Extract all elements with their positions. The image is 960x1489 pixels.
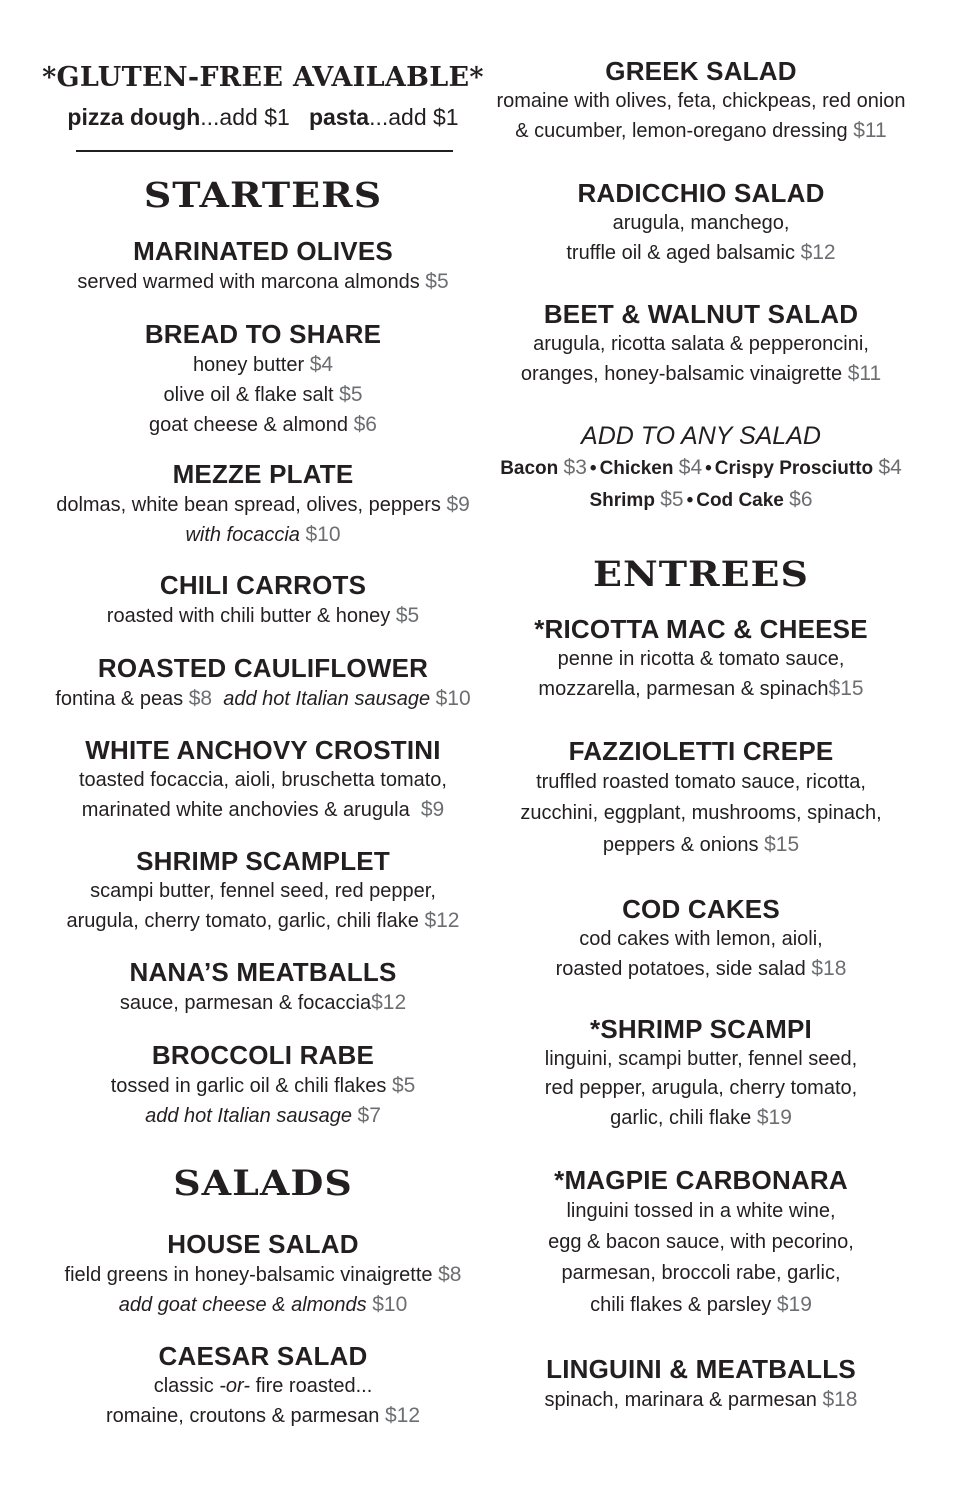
item-name: BEET & WALNUT SALAD	[543, 299, 859, 329]
item-desc: chili flakes & parsley $19	[590, 1293, 812, 1316]
item-desc: & cucumber, lemon-oregano dressing $11	[515, 119, 887, 142]
item-desc: sauce, parmesan & focaccia$12	[119, 991, 407, 1014]
menu-item	[482, 894, 920, 984]
item-price: $8	[188, 687, 213, 710]
menu-item	[482, 614, 920, 704]
item-desc: linguini, scampi butter, fennel seed,	[544, 1048, 858, 1070]
item-desc: arugula, ricotta salata & pepperoncini,	[533, 333, 869, 355]
item-name: COD CAKES	[622, 894, 780, 924]
item-price: $11	[847, 362, 882, 385]
item-name: SHRIMP SCAMPLET	[136, 846, 390, 876]
item-name: WHITE ANCHOVY CROSTINI	[85, 735, 441, 765]
item-desc: roasted with chili butter & honey $5	[106, 604, 420, 627]
addon-line: Bacon $3 • Chicken $4 • Crispy Prosciutto $4	[500, 456, 902, 479]
item-price: $15	[764, 833, 800, 856]
item-price: $12	[371, 991, 407, 1014]
item-desc: field greens in honey-balsamic vinaigrette $8	[64, 1263, 462, 1286]
item-desc: romaine, croutons & parmesan $12	[105, 1404, 421, 1427]
item-desc: arugula, manchego,	[612, 212, 790, 234]
section-title-starters: STARTERS	[143, 173, 383, 216]
menu-item	[40, 735, 486, 825]
section-title-salads: SALADS	[173, 1161, 353, 1204]
addon-text: add hot Italian sausage	[223, 688, 431, 710]
item-desc: marinated white anchovies & arugula $9	[81, 798, 445, 821]
item-desc: red pepper, arugula, cherry tomato,	[544, 1077, 858, 1099]
menu-item	[40, 1229, 486, 1320]
item-price: $19	[776, 1293, 812, 1316]
menu-item	[40, 236, 486, 297]
gluten-free-title: *GLUTEN-FREE AVAILABLE*	[42, 62, 484, 93]
item-name: *SHRIMP SCAMPI	[590, 1014, 812, 1044]
bullet-separator: •	[705, 458, 712, 479]
item-price: $10	[372, 1293, 408, 1316]
item-desc: scampi butter, fennel seed, red pepper,	[90, 880, 436, 902]
item-desc: add hot Italian sausage $7	[145, 1104, 381, 1127]
menu-item	[40, 1040, 486, 1131]
bullet-separator: •	[589, 458, 597, 479]
item-price: $19	[756, 1106, 792, 1129]
item-desc: truffle oil & aged balsamic $12	[566, 241, 836, 264]
gf-option-label: pizza dough	[67, 104, 201, 130]
gluten-free-options	[40, 103, 486, 131]
gf-option-price: $1	[433, 104, 459, 130]
item-desc: served warmed with marcona almonds $5	[77, 270, 449, 293]
item-desc: peppers & onions $15	[602, 833, 800, 856]
item-name: NANA’S MEATBALLS	[129, 957, 397, 987]
item-name: BREAD TO SHARE	[144, 319, 382, 349]
item-desc: classic -or- fire roasted...	[153, 1375, 373, 1397]
item-desc: toasted focaccia, aioli, bruschetta tomato,	[79, 769, 447, 791]
item-name: CHILI CARROTS	[159, 570, 367, 600]
divider-rule	[76, 150, 453, 152]
item-price: $5	[391, 1074, 416, 1097]
item-price: $6	[353, 413, 377, 436]
item-price: $5	[339, 383, 363, 406]
item-desc: romaine with olives, feta, chickpeas, red onion	[496, 90, 906, 112]
item-price: $8	[438, 1263, 462, 1286]
item-desc: egg & bacon sauce, with pecorino,	[548, 1231, 854, 1253]
item-desc: truffled roasted tomato sauce, ricotta,	[536, 771, 866, 793]
item-name: ROASTED CAULIFLOWER	[97, 653, 429, 683]
item-desc: cod cakes with lemon, aioli,	[579, 928, 823, 950]
item-price: $10	[305, 523, 341, 546]
item-price: $9	[446, 493, 470, 516]
menu-item	[40, 1341, 486, 1431]
item-name: MARINATED OLIVES	[133, 236, 393, 266]
item-name: *RICOTTA MAC & CHEESE	[534, 614, 868, 644]
item-desc: roasted potatoes, side salad $18	[555, 957, 847, 980]
addon-title: ADD TO ANY SALAD	[581, 422, 821, 450]
gf-option-suffix: ...add	[200, 104, 258, 130]
menu-item	[482, 1165, 920, 1321]
menu-item	[482, 1014, 920, 1133]
menu-item	[40, 459, 486, 550]
item-desc: penne in ricotta & tomato sauce,	[557, 648, 845, 670]
item-desc: parmesan, broccoli rabe, garlic,	[561, 1262, 841, 1284]
item-price: $18	[822, 1388, 858, 1411]
item-desc: honey butter $4	[192, 353, 334, 376]
gf-option-price: $1	[264, 104, 290, 130]
item-price: $12	[800, 241, 836, 264]
item-name: CAESAR SALAD	[158, 1341, 368, 1371]
item-desc: zucchini, eggplant, mushrooms, spinach,	[520, 802, 882, 824]
addon-line: Shrimp $5 • Cod Cake $6	[589, 488, 813, 511]
item-desc: arugula, cherry tomato, garlic, chili flake $12	[66, 909, 460, 932]
item-price: $10	[435, 687, 471, 710]
item-desc: mozzarella, parmesan & spinach$15	[538, 677, 864, 700]
item-price: $12	[424, 909, 460, 932]
menu-item	[40, 319, 486, 440]
item-name: LINGUINI & MEATBALLS	[546, 1354, 856, 1384]
item-name: MEZZE PLATE	[172, 459, 354, 489]
item-price: $15	[828, 677, 864, 700]
item-price: $9	[420, 798, 445, 821]
item-desc: tossed in garlic oil & chili flakes $5	[110, 1074, 416, 1097]
gf-option-suffix: ...add	[369, 104, 427, 130]
item-price: $12	[384, 1404, 421, 1427]
item-desc: garlic, chili flake $19	[610, 1106, 792, 1129]
item-name: GREEK SALAD	[605, 56, 797, 86]
item-name: FAZZIOLETTI CREPE	[568, 736, 834, 766]
item-name: HOUSE SALAD	[167, 1229, 359, 1259]
menu-item	[482, 178, 920, 268]
item-price: $7	[357, 1104, 381, 1127]
item-desc: fontina & peas $8 add hot Italian sausage $10	[55, 687, 471, 710]
item-desc: with focaccia $10	[185, 523, 341, 546]
item-desc: dolmas, white bean spread, olives, peppers $9	[56, 493, 470, 516]
item-name: BROCCOLI RABE	[151, 1040, 375, 1070]
menu-item	[482, 736, 920, 861]
bullet-separator: •	[686, 490, 694, 511]
item-name: *MAGPIE CARBONARA	[554, 1165, 848, 1195]
item-desc: spinach, marinara & parmesan $18	[544, 1388, 858, 1411]
item-desc: olive oil & flake salt $5	[163, 383, 363, 406]
menu-item	[40, 846, 486, 936]
item-price: $5	[395, 604, 420, 627]
item-name: RADICCHIO SALAD	[577, 178, 825, 208]
gf-option-label: pasta	[308, 104, 370, 130]
menu-item	[482, 299, 920, 389]
item-desc: add goat cheese & almonds $10	[118, 1293, 408, 1316]
menu-item	[40, 653, 486, 714]
menu-item	[482, 1354, 920, 1415]
menu-item	[482, 56, 920, 146]
add-to-any-salad	[482, 420, 920, 516]
item-price: $5	[425, 270, 449, 293]
item-desc: goat cheese & almond $6	[149, 413, 377, 436]
item-desc: linguini tossed in a white wine,	[566, 1200, 836, 1222]
item-desc: oranges, honey-balsamic vinaigrette $11	[520, 362, 882, 385]
item-price: $4	[309, 353, 334, 376]
menu-item	[40, 570, 486, 631]
section-title-entrees: ENTREES	[593, 552, 809, 595]
item-price: $18	[811, 957, 847, 980]
item-price: $11	[853, 119, 887, 142]
menu-item	[40, 957, 486, 1018]
